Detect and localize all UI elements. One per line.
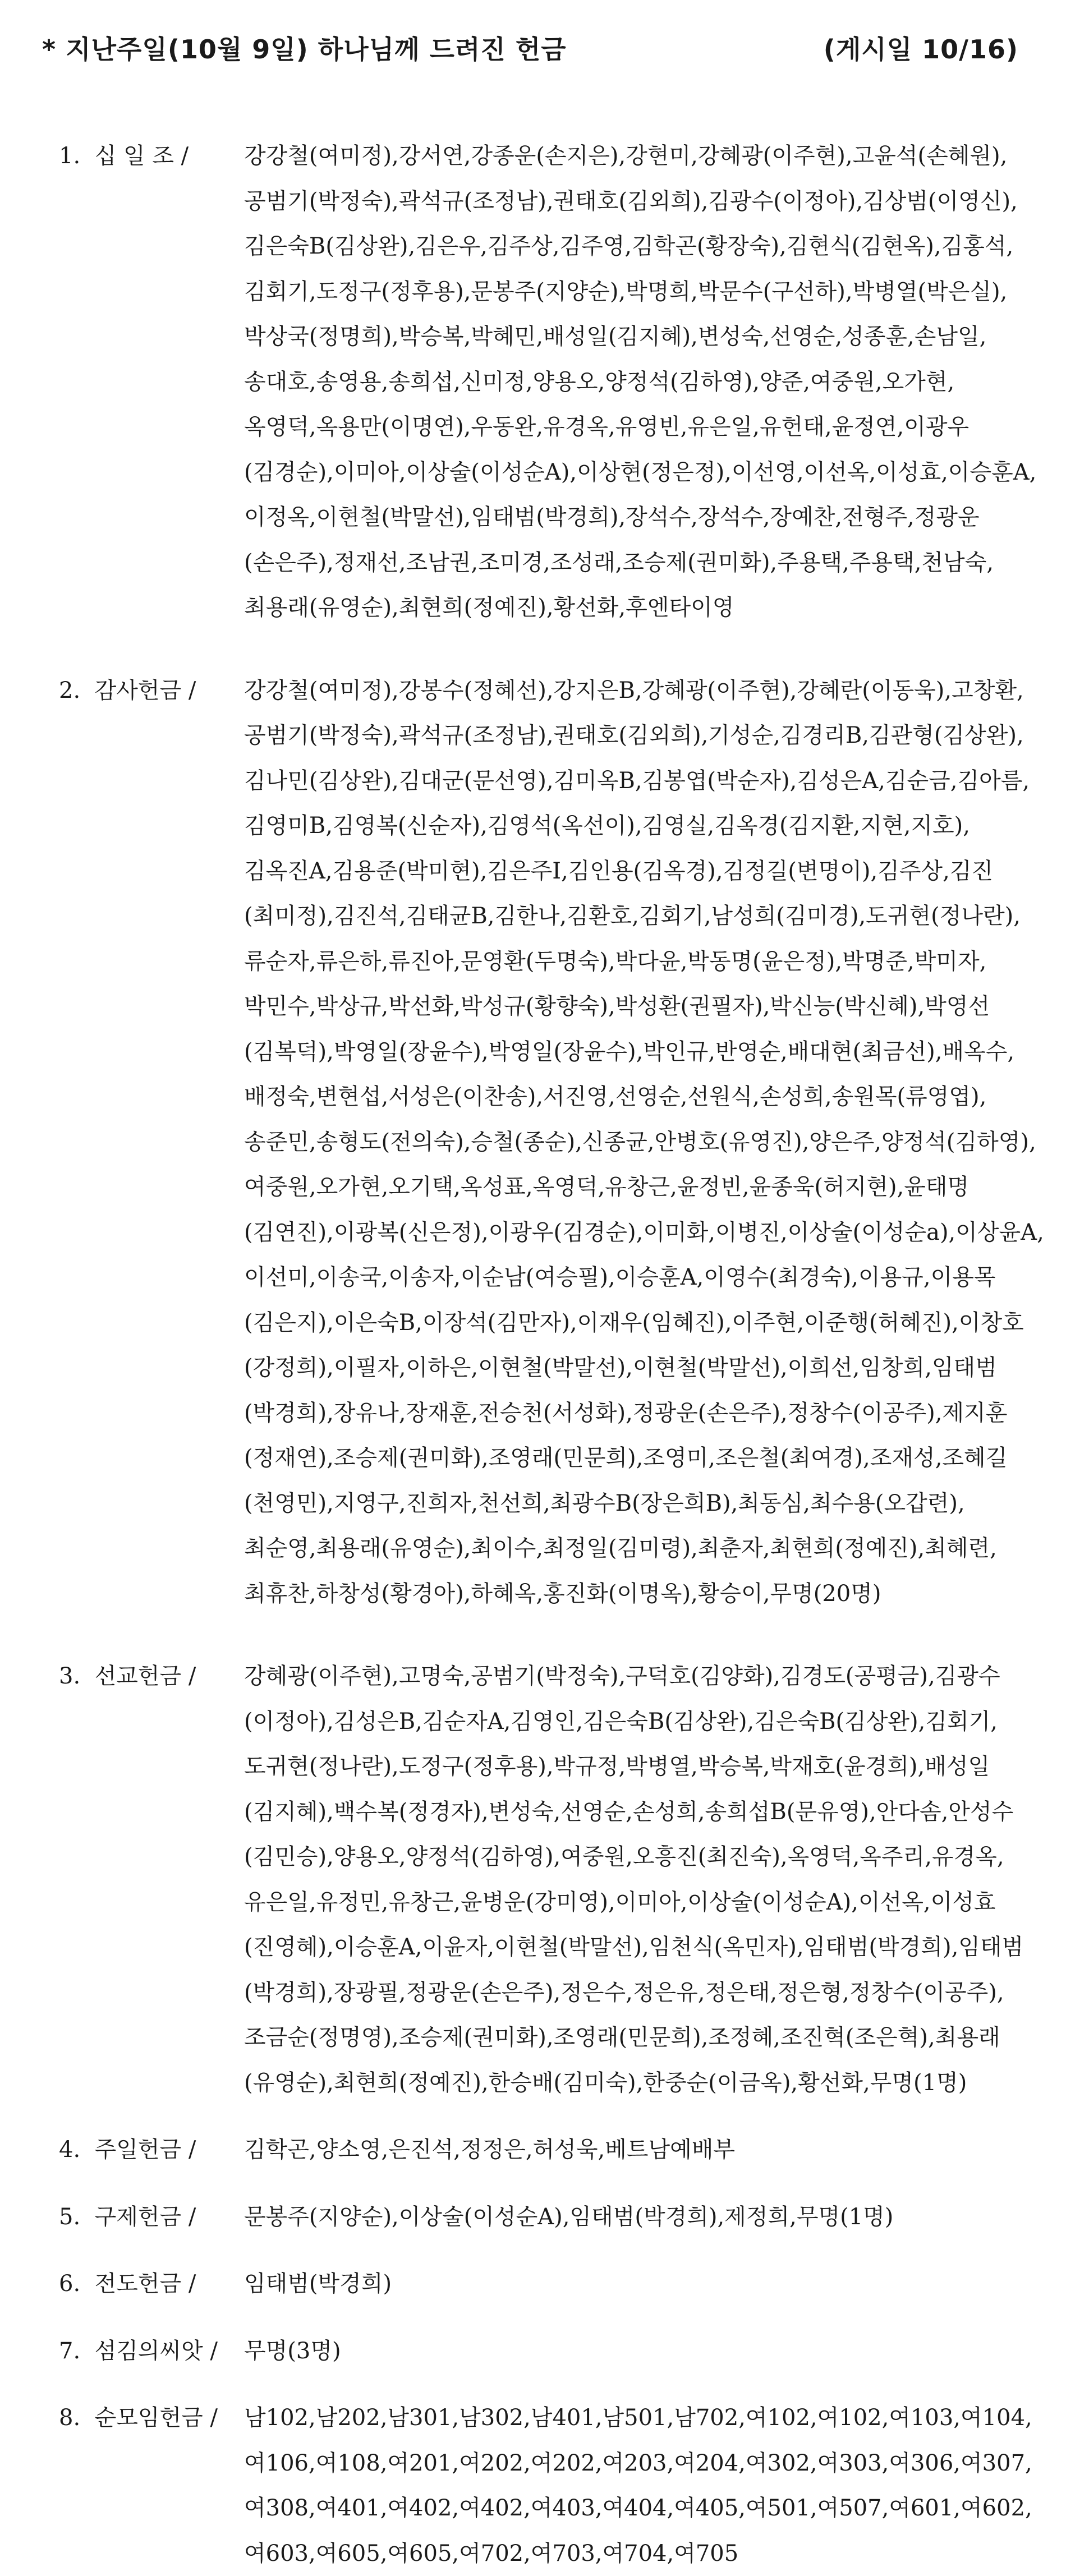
section-names <box>244 2127 1030 2173</box>
names-line: 최용래(유영순),최현희(정예진),황선화,후엔타이영 <box>244 585 1030 631</box>
names-line: 옥영덕,옥용만(이명연),우동완,유경옥,유영빈,유은일,유헌태,윤정연,이광우 <box>244 404 1030 450</box>
names-line: 송대호,송영용,송희섭,신미정,양용오,양정석(김하영),양준,여중원,오가현, <box>244 360 1030 405</box>
names-line: 여308,여401,여402,여402,여403,여404,여405,여501,여507,여601,여602, <box>244 2486 1030 2531</box>
section-number: 5. <box>59 2204 80 2230</box>
names-line: (정재연),조승제(권미화),조영래(민문희),조영미,조은철(최여경),조재성,조혜길 <box>244 1436 1030 1481</box>
section-relief <box>59 2195 1030 2240</box>
section-title: 감사헌금 / <box>95 678 196 703</box>
names-line: (김경순),이미아,이상술(이성순A),이상현(정은정),이선영,이선옥,이성효,이승훈A, <box>244 450 1030 495</box>
section-title: 섬김의씨앗 / <box>95 2338 218 2364</box>
section-label <box>59 1654 244 2105</box>
names-line: 조금순(정명영),조승제(권미화),조영래(민문희),조정혜,조진혁(조은혁),최용래 <box>244 2015 1030 2060</box>
section-number: 3. <box>59 1663 80 1689</box>
page-title: * 지난주일(10월 9일) 하나님께 드려진 헌금 <box>42 27 567 72</box>
names-line: 배정숙,변현섭,서성은(이찬송),서진영,선영순,선원식,손성희,송원목(류영엽), <box>244 1074 1030 1120</box>
bulletin-header <box>42 27 1018 72</box>
names-line: 김은숙B(김상완),김은우,김주상,김주영,김학곤(황장숙),김현식(김현옥),김홍석, <box>244 224 1030 269</box>
section-label <box>59 2195 244 2240</box>
section-label <box>59 2127 244 2173</box>
section-gap <box>59 1616 1030 1654</box>
posted-date: (게시일 10/16) <box>824 27 1018 72</box>
section-names <box>244 668 1030 1617</box>
names-line: 박상국(정명희),박승복,박혜민,배성일(김지혜),변성숙,선영순,성종훈,손남일, <box>244 314 1030 360</box>
names-line: 무명(3명) <box>244 2329 1030 2374</box>
section-number: 4. <box>59 2137 80 2163</box>
section-names <box>244 2195 1030 2240</box>
names-line: 강강철(여미정),강봉수(정혜선),강지은B,강혜광(이주현),강혜란(이동욱),고창환, <box>244 668 1030 714</box>
section-number: 2. <box>59 678 80 703</box>
section-names <box>244 2329 1030 2374</box>
section-gap <box>59 2307 1030 2329</box>
section-title: 전도헌금 / <box>95 2271 196 2297</box>
section-title: 구제헌금 / <box>95 2204 196 2230</box>
section-title: 십 일 조 / <box>95 143 189 169</box>
names-line: (김지혜),백수복(정경자),변성숙,선영순,손성희,송희섭B(문유영),안다솜,안성수 <box>244 1790 1030 1835</box>
names-line: 김회기,도정구(정후용),문봉주(지양순),박명희,박문수(구선하),박병열(박은실), <box>244 269 1030 315</box>
names-line: 여603,여605,여605,여702,여703,여704,여705 <box>244 2531 1030 2576</box>
offering-sections <box>59 134 1030 2576</box>
section-names <box>244 2261 1030 2307</box>
section-label <box>59 134 244 631</box>
names-line: 김옥진A,김용준(박미현),김은주I,김인용(김옥경),김정길(변명이),김주상,김진 <box>244 849 1030 894</box>
names-line: 남102,남202,남301,남302,남401,남501,남702,여102,여102,여103,여104, <box>244 2395 1030 2441</box>
names-line: 김학곤,양소영,은진석,정정은,허성욱,베트남예배부 <box>244 2127 1030 2173</box>
names-line: 이선미,이송국,이송자,이순남(여승필),이승훈A,이영수(최경숙),이용규,이용목 <box>244 1255 1030 1300</box>
section-label <box>59 2395 244 2576</box>
names-line: 류순자,류은하,류진아,문영환(두명숙),박다윤,박동명(윤은정),박명준,박미자, <box>244 939 1030 985</box>
names-line: 공범기(박정숙),곽석규(조정남),권태호(김외희),김광수(이정아),김상범(이영신), <box>244 179 1030 224</box>
names-line: (김복덕),박영일(장윤수),박영일(장윤수),박인규,반영순,배대현(최금선),배옥수, <box>244 1029 1030 1075</box>
names-line: 이정옥,이현철(박말선),임태범(박경희),장석수,장석수,장예찬,전형주,정광운 <box>244 495 1030 540</box>
names-line: (김연진),이광복(신은정),이광우(김경순),이미화,이병진,이상술(이성순a),이상윤A, <box>244 1210 1030 1255</box>
names-line: 송준민,송형도(전의숙),승철(종순),신종균,안병호(유영진),양은주,양정석(김하영), <box>244 1120 1030 1165</box>
section-mission <box>59 1654 1030 2105</box>
section-names <box>244 134 1030 631</box>
names-line: 최휴찬,하창성(황경아),하혜옥,홍진화(이명옥),황승이,무명(20명) <box>244 1571 1030 1617</box>
section-serving-seed <box>59 2329 1030 2374</box>
section-label <box>59 668 244 1617</box>
names-line: (박경희),장유나,장재훈,전승천(서성화),정광운(손은주),정창수(이공주),제지훈 <box>244 1391 1030 1436</box>
names-line: 문봉주(지양순),이상술(이성순A),임태범(박경희),제정희,무명(1명) <box>244 2195 1030 2240</box>
names-line: 김나민(김상완),김대군(문선영),김미옥B,김봉엽(박순자),김성은A,김순금,김아름, <box>244 758 1030 804</box>
section-gap <box>59 2105 1030 2127</box>
names-line: (최미정),김진석,김태균B,김한나,김환호,김회기,남성희(김미경),도귀현(정나란), <box>244 894 1030 939</box>
section-label <box>59 2329 244 2374</box>
names-line: 임태범(박경희) <box>244 2261 1030 2307</box>
section-gap <box>59 2173 1030 2195</box>
section-evangelism <box>59 2261 1030 2307</box>
section-title: 선교헌금 / <box>95 1663 196 1689</box>
names-line: 강강철(여미정),강서연,강종운(손지은),강현미,강혜광(이주현),고윤석(손혜원), <box>244 134 1030 179</box>
names-line: (이정아),김성은B,김순자A,김영인,김은숙B(김상완),김은숙B(김상완),김회기, <box>244 1699 1030 1745</box>
section-gap <box>59 2373 1030 2395</box>
section-label <box>59 2261 244 2307</box>
section-title: 순모임헌금 / <box>95 2405 218 2431</box>
names-line: (손은주),정재선,조남권,조미경,조성래,조승제(권미화),주용택,주용택,천남숙, <box>244 540 1030 586</box>
section-title: 주일헌금 / <box>95 2137 196 2163</box>
section-names <box>244 1654 1030 2105</box>
names-line: 김영미B,김영복(신순자),김영석(옥선이),김영실,김옥경(김지환,지현,지호), <box>244 803 1030 849</box>
section-number: 1. <box>59 143 80 169</box>
section-sunday <box>59 2127 1030 2173</box>
names-line: 최순영,최용래(유영순),최이수,최정일(김미령),최춘자,최현희(정예진),최혜련, <box>244 1526 1030 1571</box>
names-line: (진영혜),이승훈A,이윤자,이현철(박말선),임천식(옥민자),임태범(박경희),임태범 <box>244 1925 1030 1970</box>
names-line: 도귀현(정나란),도정구(정후용),박규정,박병열,박승복,박재호(윤경희),배성일 <box>244 1744 1030 1790</box>
section-number: 8. <box>59 2405 80 2431</box>
section-tithe <box>59 134 1030 631</box>
names-line: 박민수,박상규,박선화,박성규(황향숙),박성환(권필자),박신능(박신혜),박영선 <box>244 984 1030 1029</box>
section-names <box>244 2395 1030 2576</box>
names-line: 공범기(박정숙),곽석규(조정남),권태호(김외희),기성순,김경리B,김관형(김상완), <box>244 713 1030 758</box>
names-line: (김은지),이은숙B,이장석(김만자),이재우(임혜진),이주현,이준행(허혜진),이창호 <box>244 1300 1030 1346</box>
section-small-group <box>59 2395 1030 2576</box>
section-gap <box>59 631 1030 668</box>
section-gap <box>59 2239 1030 2261</box>
names-line: (김민승),양용오,양정석(김하영),여중원,오흥진(최진숙),옥영덕,옥주리,유경옥, <box>244 1834 1030 1880</box>
section-number: 7. <box>59 2338 80 2364</box>
names-line: (유영순),최현희(정예진),한승배(김미숙),한중순(이금옥),황선화,무명(1명) <box>244 2060 1030 2106</box>
names-line: (천영민),지영구,진희자,천선희,최광수B(장은희B),최동심,최수용(오갑련), <box>244 1481 1030 1526</box>
section-number: 6. <box>59 2271 80 2297</box>
names-line: 여106,여108,여201,여202,여202,여203,여204,여302,여303,여306,여307, <box>244 2441 1030 2486</box>
names-line: 강혜광(이주현),고명숙,공범기(박정숙),구덕호(김양화),김경도(공평금),김광수 <box>244 1654 1030 1699</box>
names-line: (강정희),이필자,이하은,이현철(박말선),이현철(박말선),이희선,임창희,임태범 <box>244 1345 1030 1391</box>
names-line: 유은일,유정민,유창근,윤병운(강미영),이미아,이상술(이성순A),이선옥,이성효 <box>244 1880 1030 1925</box>
section-thanksgiving <box>59 668 1030 1617</box>
names-line: (박경희),장광필,정광운(손은주),정은수,정은유,정은태,정은형,정창수(이공주), <box>244 1970 1030 2016</box>
names-line: 여중원,오가현,오기택,옥성표,옥영덕,유창근,윤정빈,윤종욱(허지현),윤태명 <box>244 1165 1030 1210</box>
